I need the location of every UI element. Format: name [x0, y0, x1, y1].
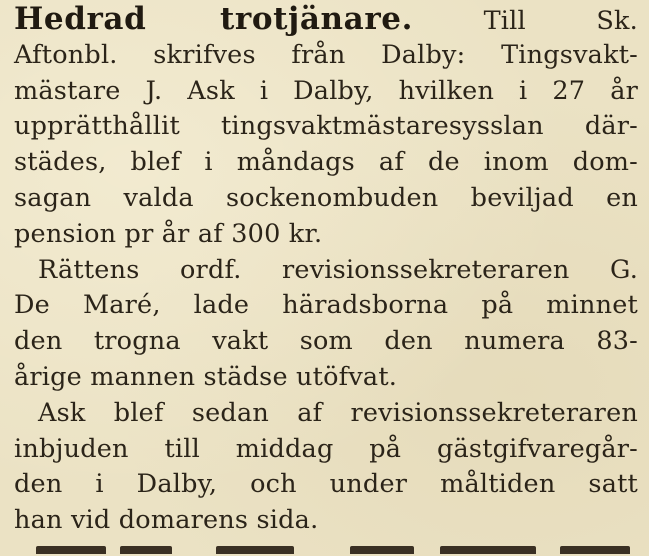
article-line-14: den i Dalby, och under måltiden satt — [14, 469, 638, 500]
article-line-2: Aftonbl. skrifves från Dalby: Tingsvakt- — [14, 39, 638, 70]
article-line-11: årige mannen städse utöfvat. — [14, 361, 398, 392]
article-line-10: den trogna vakt som den numera 83- — [14, 326, 638, 357]
article-line-12: Ask blef sedan af revisionssekreteraren — [38, 397, 638, 428]
article-line-13: inbjuden till middag på gästgifvaregår- — [14, 433, 638, 464]
article-line-5: städes, blef i måndags af de inom dom- — [14, 147, 638, 178]
article-line-15: han vid domarens sida. — [14, 505, 319, 536]
article-line-9: De Maré, lade häradsborna på minnet — [14, 290, 638, 321]
article-line-7: pension pr år af 300 kr. — [14, 218, 323, 249]
article-line-3: mästare J. Ask i Dalby, hvilken i 27 år — [14, 75, 638, 106]
cropped-next-headline-fragment — [20, 540, 640, 554]
article-line-1-text: Till Sk. — [483, 6, 638, 36]
article-headline: Hedrad trotjänare. — [14, 1, 414, 37]
article-line-6: sagan valda sockenombuden beviljad en — [14, 182, 638, 213]
article-line-1 — [14, 2, 638, 38]
article-line-4: upprätthållit tingsvaktmästaresysslan där- — [14, 111, 638, 142]
article-line-8: Rättens ordf. revisionssekreteraren G. — [38, 254, 638, 285]
article-column — [14, 2, 638, 539]
